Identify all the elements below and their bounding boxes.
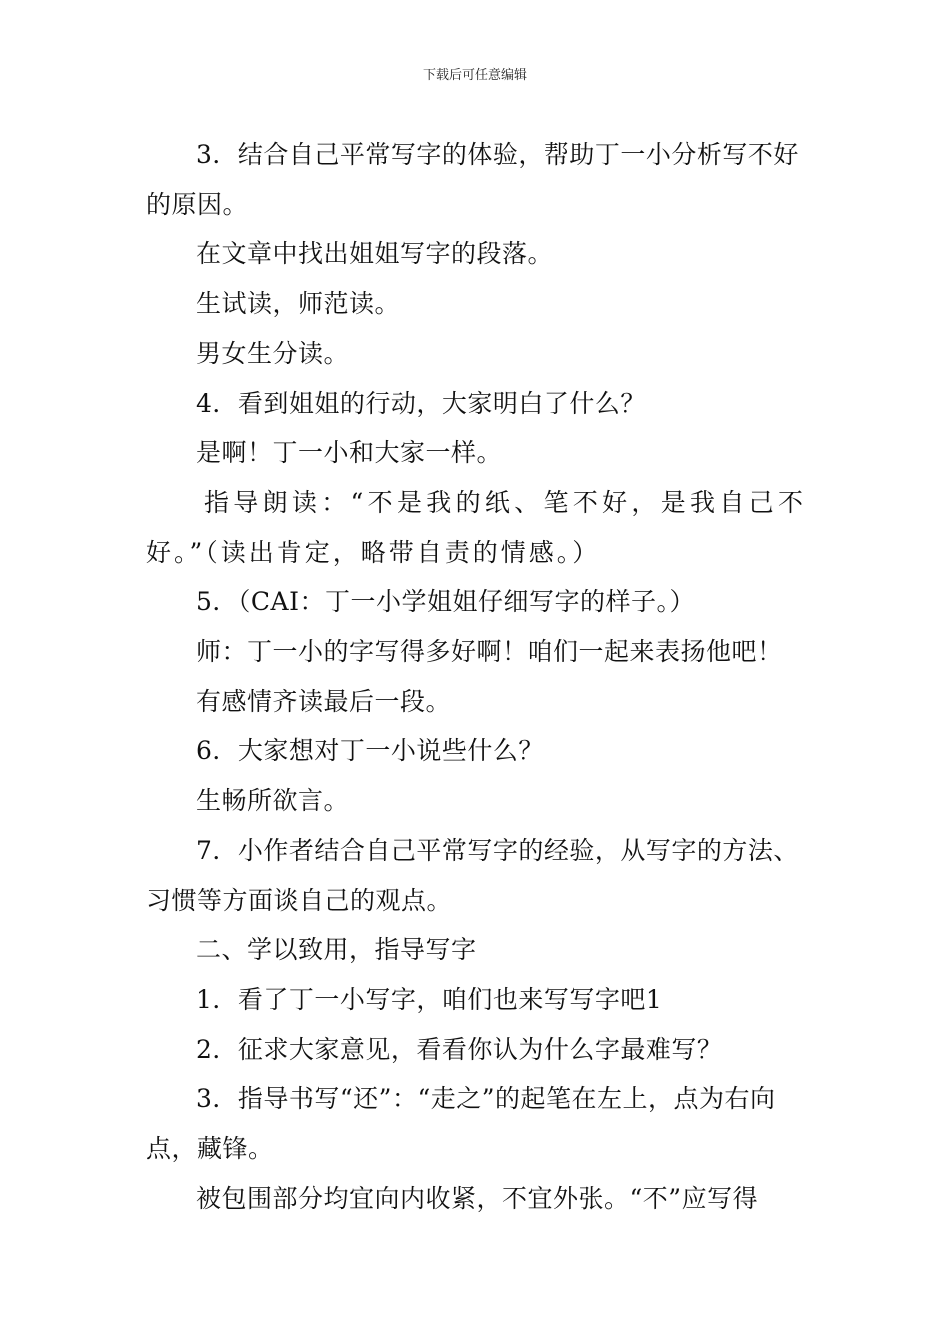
page-header: 下载后可任意编辑 — [422, 68, 527, 83]
paragraph: 是啊！丁一小和大家一样。 — [196, 438, 503, 468]
paragraph: 有感情齐读最后一段。 — [196, 686, 452, 716]
paragraph: 7．小作者结合自己平常写字的经验，从写字的方法、习惯等方面谈自己的观点。 — [146, 835, 799, 915]
paragraph: 在文章中找出姐姐写字的段落。 — [196, 239, 554, 269]
paragraph: 男女生分读。 — [196, 338, 350, 368]
paragraph: 指导朗读：“不是我的纸、笔不好，是我自己不好。”（读出肯定，略带自责的情感。） — [146, 487, 806, 567]
section-heading: 二、学以致用，指导写字 — [196, 935, 477, 965]
paragraph: 1．看了丁一小写字，咱们也来写写字吧1 — [196, 984, 663, 1014]
paragraph: 生试读，师范读。 — [196, 289, 401, 319]
paragraph: 师：丁一小的字写得多好啊！咱们一起来表扬他吧！ — [196, 637, 783, 667]
paragraph: 被包围部分均宜向内收紧，不宜外张。“不”应写得 — [196, 1183, 759, 1213]
paragraph: 5．（CAI：丁一小学姐姐仔细写字的样子。） — [196, 587, 695, 617]
paragraph: 2．征求大家意见，看看你认为什么字最难写？ — [196, 1034, 723, 1064]
paragraph: 6．大家想对丁一小说些什么？ — [196, 736, 544, 766]
paragraph: 4．看到姐姐的行动，大家明白了什么？ — [196, 388, 646, 418]
paragraph: 生畅所欲言。 — [196, 786, 350, 816]
document-body — [146, 130, 806, 1223]
paragraph: 3．指导书写“还”：“走之”的起笔在左上，点为右向点，藏锋。 — [146, 1084, 776, 1164]
paragraph: 3．结合自己平常写字的体验，帮助丁一小分析写不好的原因。 — [146, 140, 799, 219]
